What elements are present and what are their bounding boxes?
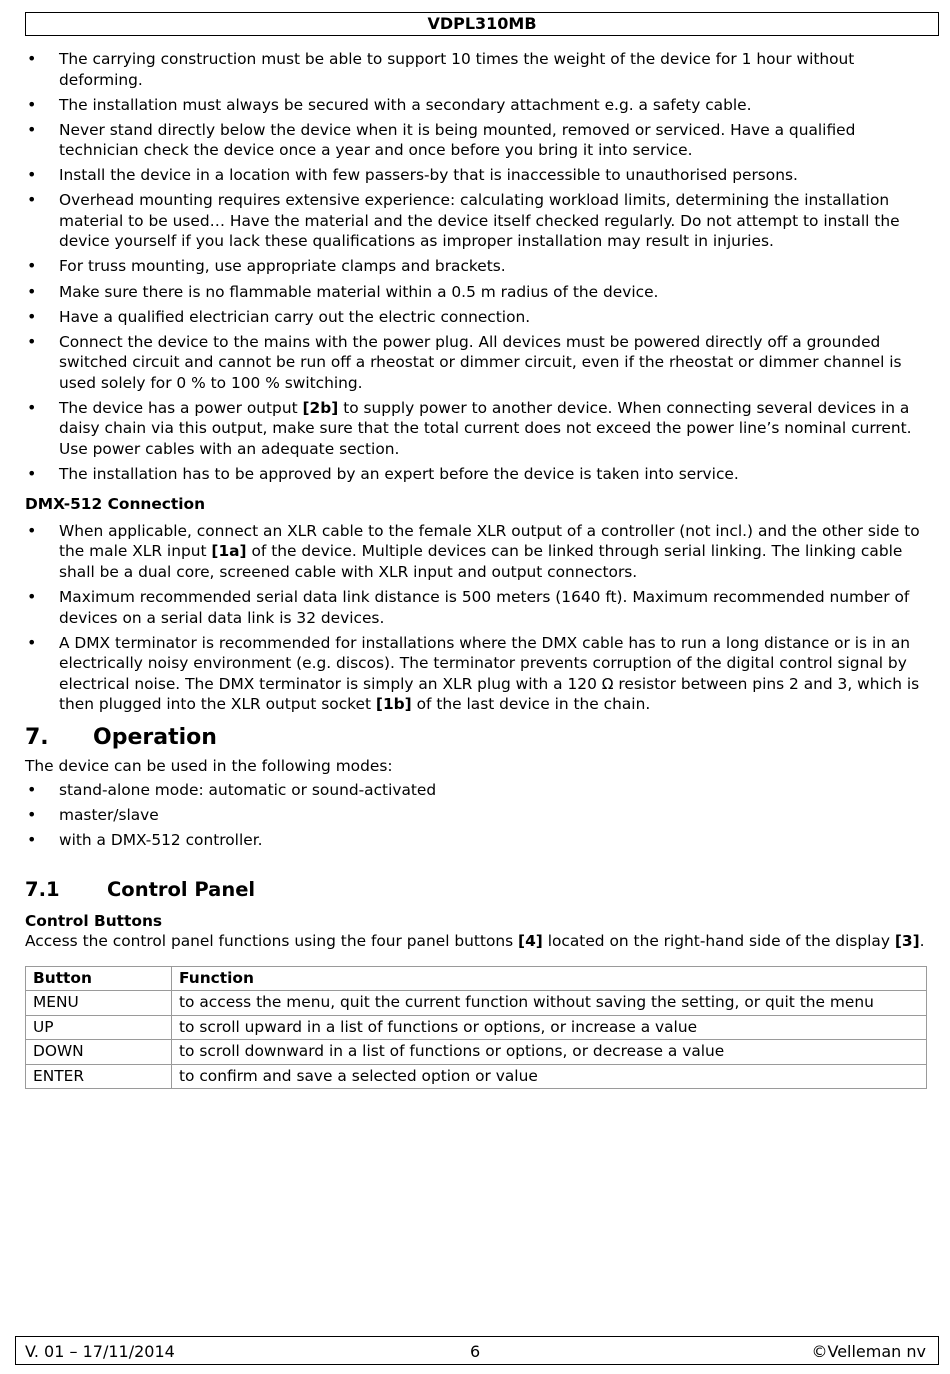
table-row [26, 1040, 927, 1065]
list-item [25, 633, 925, 715]
button-cell: MENU [26, 991, 172, 1016]
table-row [26, 1015, 927, 1040]
list-item: • The carrying construction must be able to support 10 times the weight of the device for 1 hour without deforming. [25, 49, 925, 90]
list-item: • Connect the device to the mains with the power plug. All devices must be powered directly off a grounded switched circuit and cannot be run off a rheostat or dimmer circuit, even if the rheostat or dimmer channel is used solely for 0 % to 100 % switching. [25, 332, 925, 394]
control-buttons-heading: Control Buttons [25, 911, 163, 930]
text-run: When applicable, connect an XLR cable to the female XLR output of a controller (not incl.) and the other side to the male XLR input [59, 521, 920, 561]
function-cell: to confirm and save a selected option or value [172, 1064, 927, 1089]
page-number: 6 [470, 1342, 481, 1361]
model-title: VDPL310MB [427, 14, 537, 33]
section-title: Operation [93, 724, 217, 750]
text-run: A DMX terminator is recommended for installations where the DMX cable has to run a long distance or is in an electrically noisy environment (e.g. discos). The terminator prevents corruption of the digital control signal by electrical noise. The DMX terminator is simply an XLR plug with a 120 Ω resistor between pins 2 and 3, which is then plugged into the XLR output socket [59, 633, 920, 714]
page-header [25, 12, 939, 36]
part-reference: [1b] [375, 695, 412, 714]
dmx-heading: DMX-512 Connection [25, 495, 206, 514]
section-heading-control-panel [25, 877, 925, 903]
dmx-list [25, 521, 925, 715]
button-cell: DOWN [26, 1040, 172, 1065]
button-function-table [25, 966, 927, 1090]
page-content [25, 49, 925, 1089]
button-cell: UP [26, 1015, 172, 1040]
function-cell: to scroll upward in a list of functions or options, or increase a value [172, 1015, 927, 1040]
text-run: The device has a power output [59, 398, 303, 417]
table-row [26, 1064, 927, 1089]
table-row [26, 991, 927, 1016]
list-item: • Maximum recommended serial data link distance is 500 meters (1640 ft). Maximum recommended number of devices on a serial data link is 32 devices. [25, 587, 925, 628]
operation-intro: The device can be used in the following modes: [25, 756, 393, 775]
text-run: of the device. Multiple devices can be linked through serial linking. The linking cable shall be a dual core, screened cable with XLR input and output connectors. [59, 542, 903, 581]
text-run: of the last device in the chain. [411, 695, 651, 714]
list-item: • stand-alone mode: automatic or sound-activated [25, 780, 925, 801]
section-number: 7.1 [25, 877, 60, 901]
version-date: V. 01 – 17/11/2014 [25, 1342, 175, 1361]
list-item [25, 398, 925, 460]
function-cell: to scroll downward in a list of functions or options, or decrease a value [172, 1040, 927, 1065]
list-item [25, 521, 925, 583]
text-run: Access the control panel functions using the four panel buttons [25, 932, 519, 951]
page-footer [15, 1336, 939, 1365]
column-header: Button [26, 966, 172, 991]
list-item: • Have a qualified electrician carry out the electric connection. [25, 307, 925, 328]
text-run: to supply power to another device. When connecting several devices in a daisy chain via this output, make sure that the total current does not exceed the power line’s nominal current. Use power cables with an adequate section. [59, 398, 912, 458]
part-reference: [2b] [302, 398, 339, 417]
section-number: 7. [25, 724, 49, 750]
list-item: • master/slave [25, 805, 925, 826]
list-item: • For truss mounting, use appropriate clamps and brackets. [25, 256, 925, 277]
section-title: Control Panel [107, 877, 256, 901]
copyright: ©Velleman nv [811, 1342, 926, 1361]
list-item: • with a DMX-512 controller. [25, 830, 925, 851]
button-cell: ENTER [26, 1064, 172, 1089]
list-item: • Install the device in a location with few passers-by that is inaccessible to unauthorised persons. [25, 165, 925, 186]
section-heading-operation [25, 724, 925, 752]
table-header-row [26, 966, 927, 991]
list-item: • Overhead mounting requires extensive experience: calculating workload limits, determining the installation material to be used… Have the material and the device itself checked regularly. Do not attempt to install the device yourself if you lack these qualifications as improper installation may result in injuries. [25, 190, 925, 252]
list-item: • The installation must always be secured with a secondary attachment e.g. a safety cable. [25, 95, 925, 116]
modes-list [25, 780, 925, 851]
text-run: located on the right-hand side of the display [542, 932, 895, 951]
control-panel-paragraph [25, 931, 925, 952]
part-reference: [1a] [211, 542, 247, 561]
list-item: • Never stand directly below the device when it is being mounted, removed or serviced. Have a qualified technician check the device once a year and once before you bring it into service. [25, 120, 925, 161]
safety-list [25, 49, 925, 484]
part-reference: [4] [518, 932, 543, 951]
text-run: . [919, 932, 925, 951]
list-item: • Make sure there is no flammable material within a 0.5 m radius of the device. [25, 282, 925, 303]
part-reference: [3] [894, 932, 920, 951]
column-header: Function [172, 966, 927, 991]
function-cell: to access the menu, quit the current function without saving the setting, or quit the menu [172, 991, 927, 1016]
list-item: • The installation has to be approved by an expert before the device is taken into service. [25, 464, 925, 485]
